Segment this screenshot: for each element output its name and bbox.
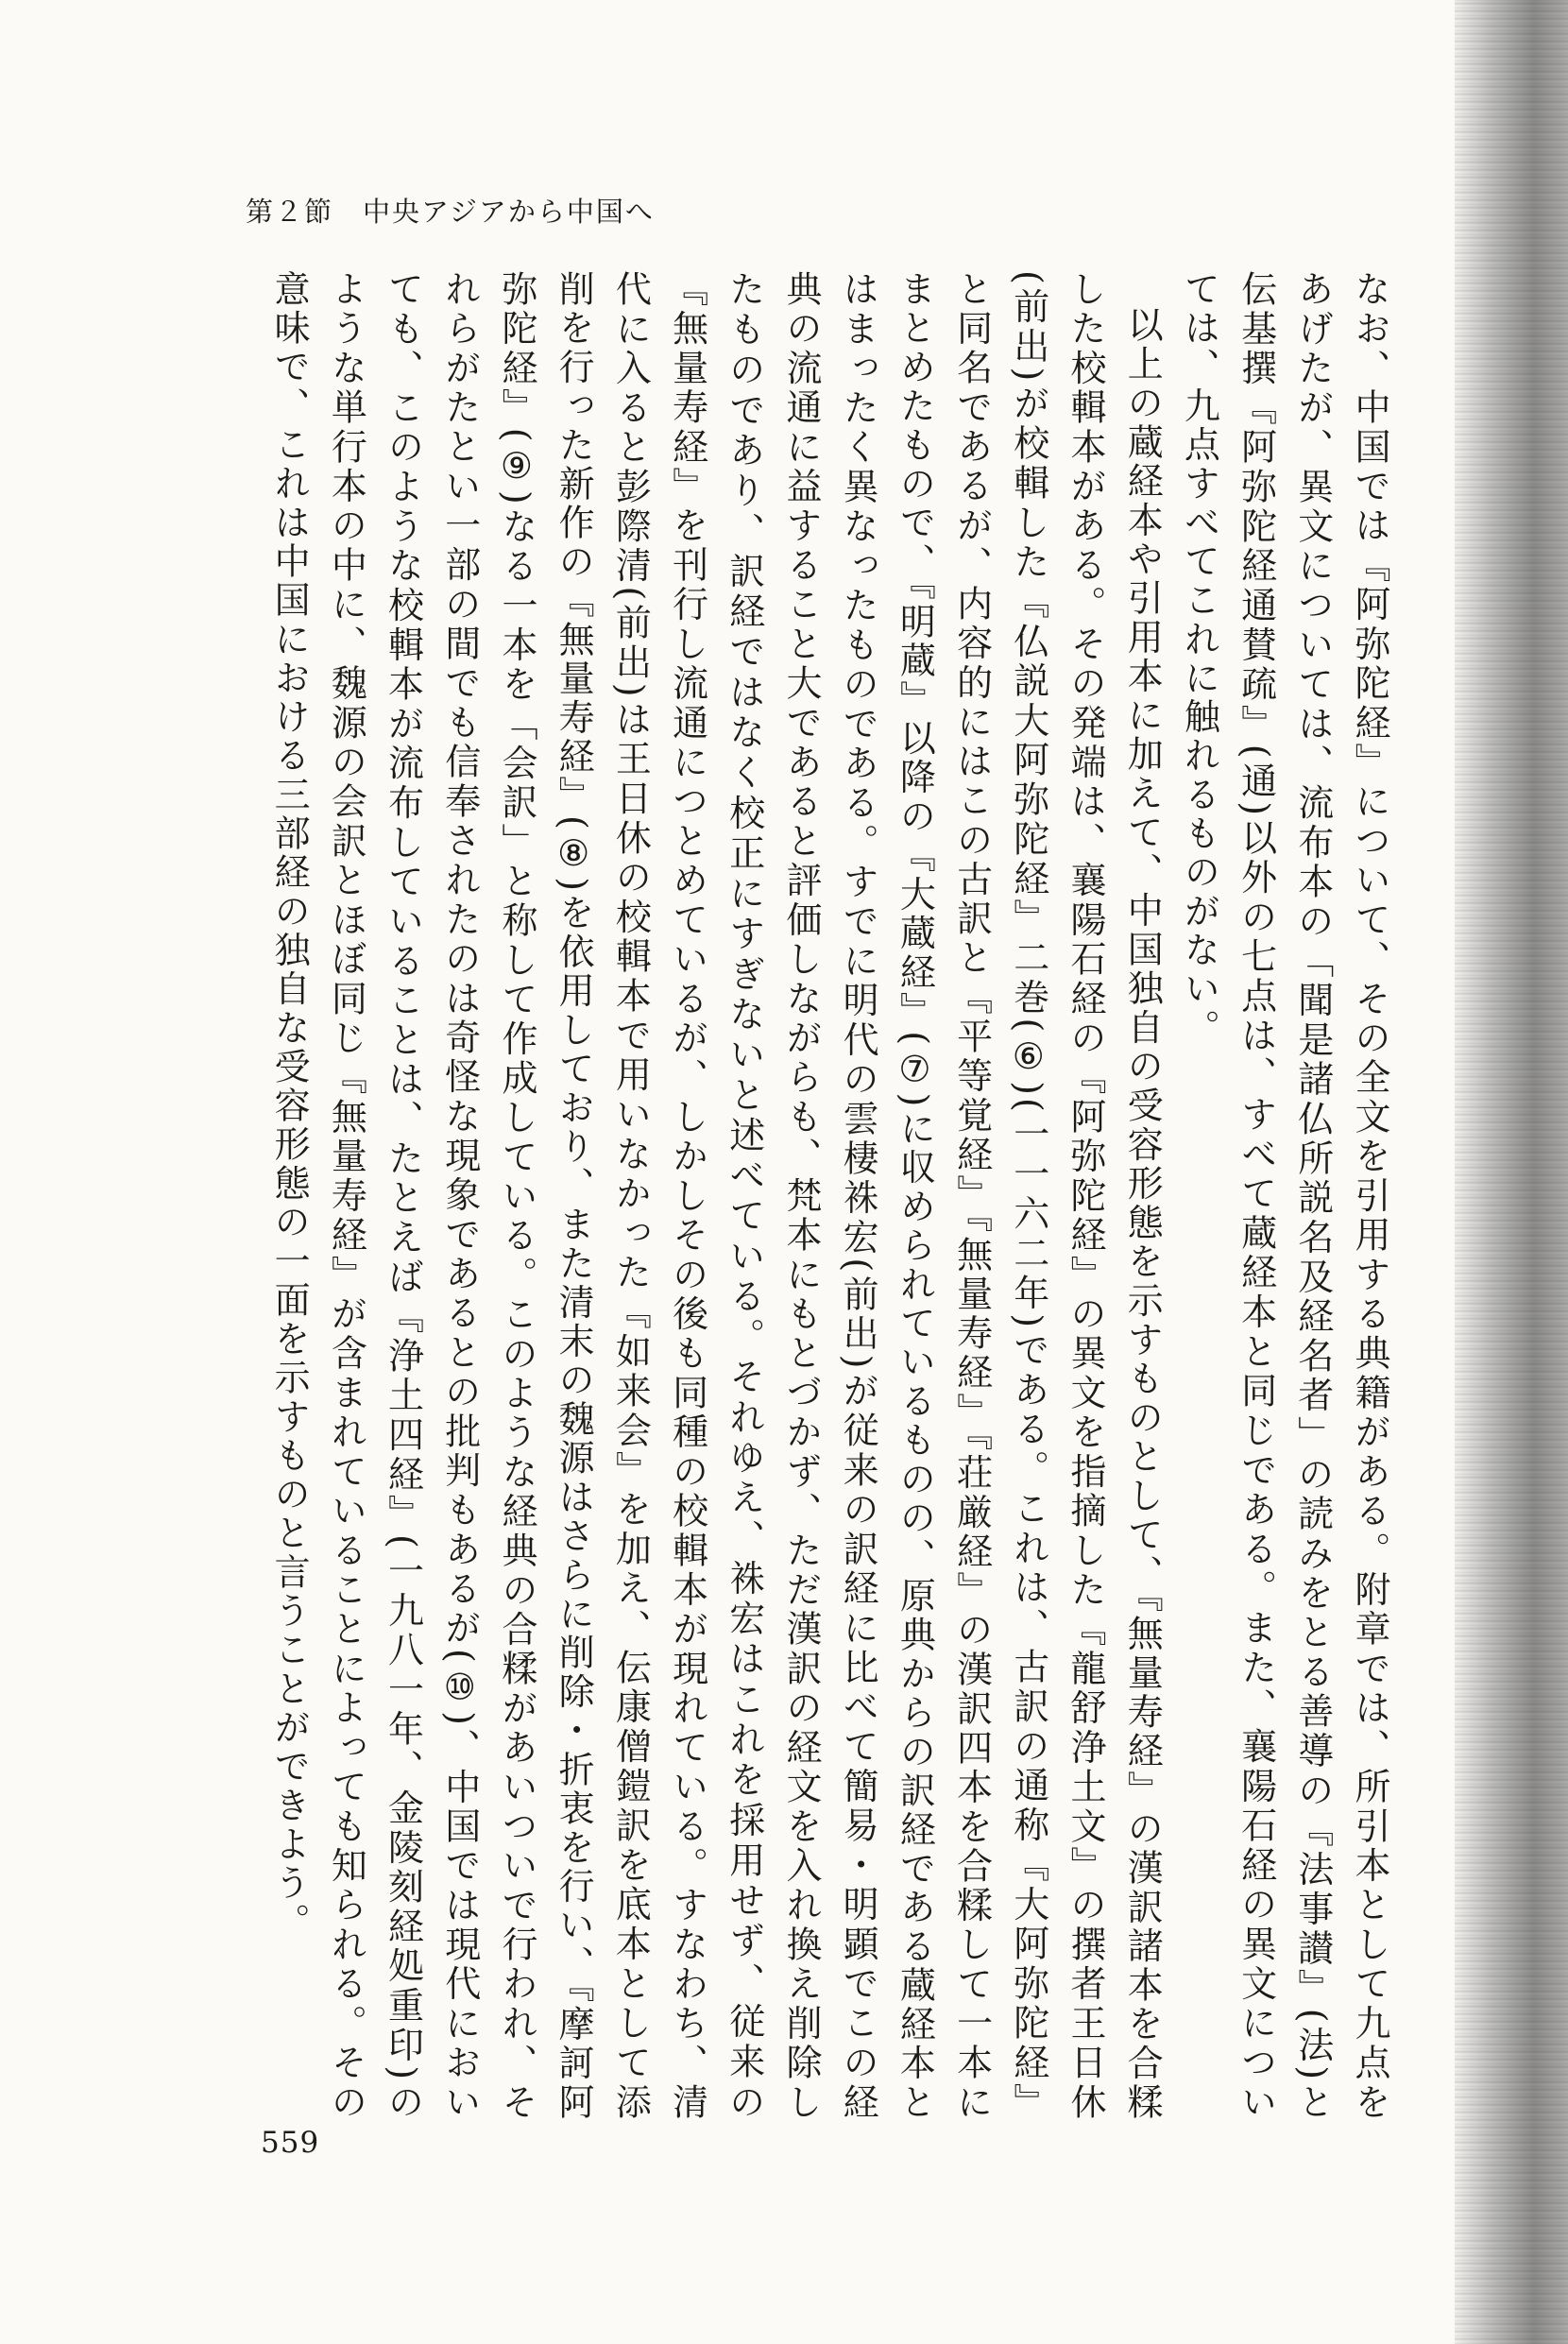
scan-edge-shadow bbox=[1455, 0, 1568, 2344]
paragraph: 以上の蔵経本や引用本に加えて、中国独自の受容形態を示すものとして、『無量寿経』の漢訳諸本を合糅した校輯本がある。その発端は、襄陽石経の『阿弥陀経』の異文を指摘した『龍舒浄土文』の撰者王日休(前出)が校輯した『仏説大阿弥陀経』二巻(⑥)(一一六二年)である。これは、古訳の通称『大阿弥陀経』と同名であるが、内容的にはこの古訳と『平等覚経』『無量寿経』『荘厳経』の漢訳四本を合糅して一本にまとめたもので、『明蔵』以降の『大蔵経』(⑦)に収められているものの、原典からの訳経である蔵経本とはまったく異なったものである。すでに明代の雲棲袾宏(前出)が従来の訳経に比べて簡易・明顕でこの経典の流通に益すること大であると評価しながらも、梵本にもとづかず、ただ漢訳の経文を入れ換え削除したものであり、訳経ではなく校正にすぎないと述べている。それゆえ、袾宏はこれを採用せず、従来の『無量寿経』を刊行し流通につとめているが、しかしその後も同種の校輯本が現れている。すなわち、清代に入ると彭際清(前出)は王日休の校輯本で用いなかった『如来会』を加え、伝康僧鎧訳を底本として添削を行った新作の『無量寿経』(⑧)を依用しており、また清末の魏源はさらに削除・折衷を行い、『摩訶阿弥陀経』(⑨)なる一本を「会訳」と称して作成している。このような経典の合糅があいついで行われ、それらがたとい一部の間でも信奉されたのは奇怪な現象であるとの批判もあるが(⑩)、中国では現代においても、このような校輯本が流布していることは、たとえば『浄土四経』(一九八一年、金陵刻経処重印)のような単行本の中に、魏源の会訳とほぼ同じ『無量寿経』が含まれていることによっても知られる。その意味で、これは中国における三部経の独自な受容形態の一面を示すものと言うことができよう。 bbox=[268, 270, 1164, 2122]
paragraph: なお、中国では『阿弥陀経』について、その全文を引用する典籍がある。附章では、所引本として九点をあげたが、異文については、流布本の「聞是諸仏所説名及経名者」の読みをとる善導の『法事讃』(法)と伝基撰『阿弥陀経通賛疏』(通)以外の七点は、すべて蔵経本と同じである。また、襄陽石経の異文については、九点すべてこれに触れるものがない。 bbox=[1178, 270, 1390, 2122]
page-number: 559 bbox=[261, 2126, 320, 2160]
running-head: 第２節 中央アジアから中国へ bbox=[246, 196, 655, 228]
body-text bbox=[236, 270, 1398, 2122]
